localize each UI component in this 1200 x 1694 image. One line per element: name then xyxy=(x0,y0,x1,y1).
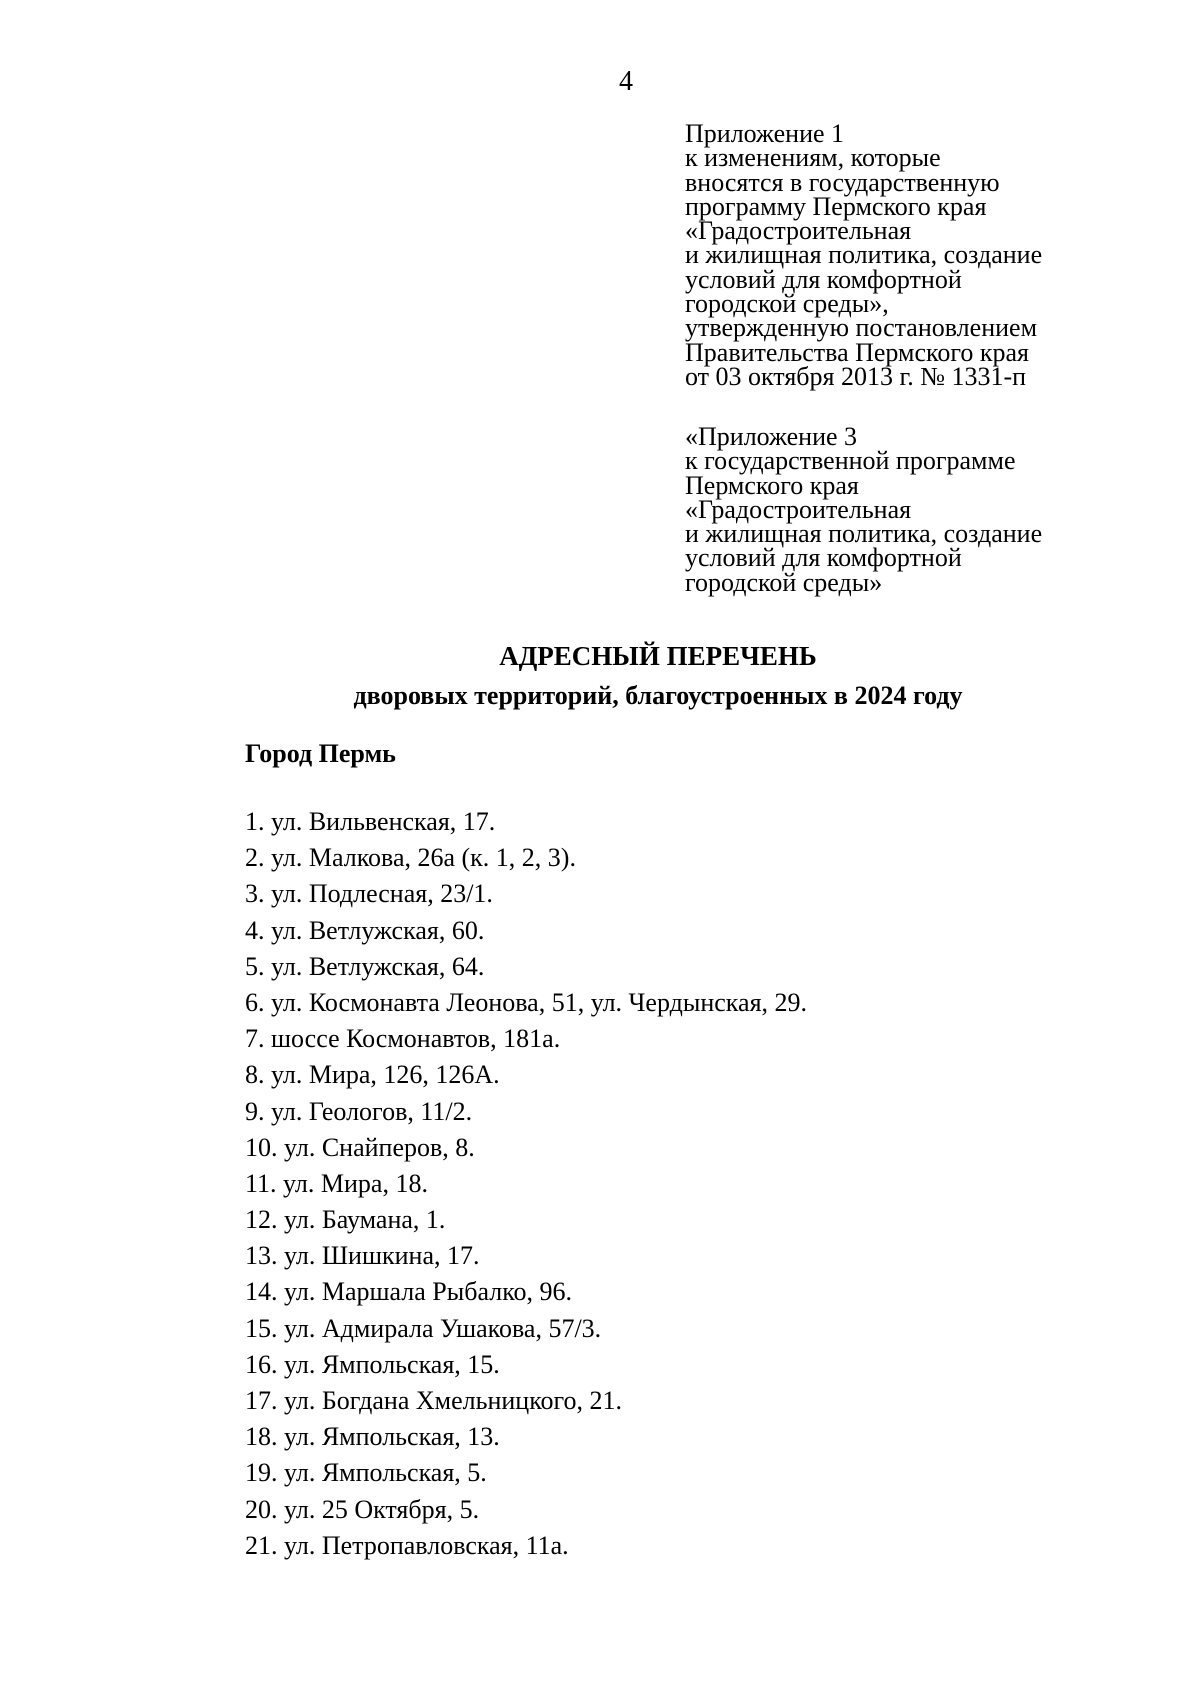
appendix-1-header xyxy=(685,119,1105,391)
document-subtitle: дворовых территорий, благоустроенных в 2024 году xyxy=(353,681,963,710)
address-list xyxy=(245,806,807,1566)
address-item: 16. ул. Ямпольская, 15. xyxy=(245,1349,500,1379)
appendix-3-line: и жилищная политика, создание xyxy=(685,519,1043,549)
appendix-3-line: «Градостроительная xyxy=(685,494,912,524)
address-item: 6. ул. Космонавта Леонова, 51, ул. Чердынская, 29. xyxy=(245,987,808,1017)
address-item: 9. ул. Геологов, 11/2. xyxy=(245,1096,473,1126)
address-item: 19. ул. Ямпольская, 5. xyxy=(245,1458,487,1488)
appendix-1-line: «Градостроительная xyxy=(685,216,912,246)
address-item: 1. ул. Вильвенская, 17. xyxy=(245,807,496,836)
appendix-1-line: условий для комфортной xyxy=(685,264,962,294)
address-item: 15. ул. Адмирала Ушакова, 57/3. xyxy=(245,1313,602,1343)
address-item: 21. ул. Петропавловская, 11а. xyxy=(245,1530,569,1560)
appendix-1-line: Правительства Пермского края xyxy=(685,337,1029,367)
appendix-1-line: от 03 октября 2013 г. № 1331-п xyxy=(685,361,1027,391)
address-item: 11. ул. Мира, 18. xyxy=(245,1168,428,1198)
address-item: 18. ул. Ямпольская, 13. xyxy=(245,1422,500,1452)
appendix-3-line: «Приложение 3 xyxy=(685,422,858,451)
address-item: 7. шоссе Космонавтов, 181а. xyxy=(245,1024,561,1054)
address-item: 17. ул. Богдана Хмельницкого, 21. xyxy=(245,1386,623,1415)
page-number: 4 xyxy=(619,66,633,97)
appendix-1-line: к изменениям, которые xyxy=(685,143,941,173)
address-item: 5. ул. Ветлужская, 64. xyxy=(245,951,485,981)
address-item: 20. ул. 25 Октября, 5. xyxy=(245,1494,480,1524)
appendix-3-line: городской среды» xyxy=(685,567,883,597)
appendix-3-line: условий для комфортной xyxy=(685,543,962,573)
appendix-3-line: Пермского края xyxy=(685,470,859,500)
city-heading: Город Пермь xyxy=(245,739,396,768)
appendix-1-line: и жилищная политика, создание xyxy=(685,240,1043,270)
appendix-1-line: вносятся в государственную xyxy=(685,167,1000,197)
address-item: 13. ул. Шишкина, 17. xyxy=(245,1241,480,1271)
address-item: 14. ул. Маршала Рыбалко, 96. xyxy=(245,1277,573,1307)
address-item: 2. ул. Малкова, 26а (к. 1, 2, 3). xyxy=(245,843,576,873)
address-item: 12. ул. Баумана, 1. xyxy=(245,1205,446,1235)
appendix-3-header xyxy=(685,422,1105,597)
appendix-1-line: программу Пермского края xyxy=(685,191,987,221)
address-item: 3. ул. Подлесная, 23/1. xyxy=(245,879,493,909)
document-title: АДРЕСНЫЙ ПЕРЕЧЕНЬ xyxy=(499,641,817,671)
address-item: 4. ул. Ветлужская, 60. xyxy=(245,915,485,945)
address-item: 8. ул. Мира, 126, 126А. xyxy=(245,1060,500,1090)
address-item: 10. ул. Снайперов, 8. xyxy=(245,1132,475,1162)
appendix-3-line: к государственной программе xyxy=(685,446,1016,476)
appendix-1-line: утвержденную постановлением xyxy=(685,313,1038,343)
appendix-1-line: Приложение 1 xyxy=(685,119,845,148)
appendix-1-line: городской среды», xyxy=(685,289,889,319)
